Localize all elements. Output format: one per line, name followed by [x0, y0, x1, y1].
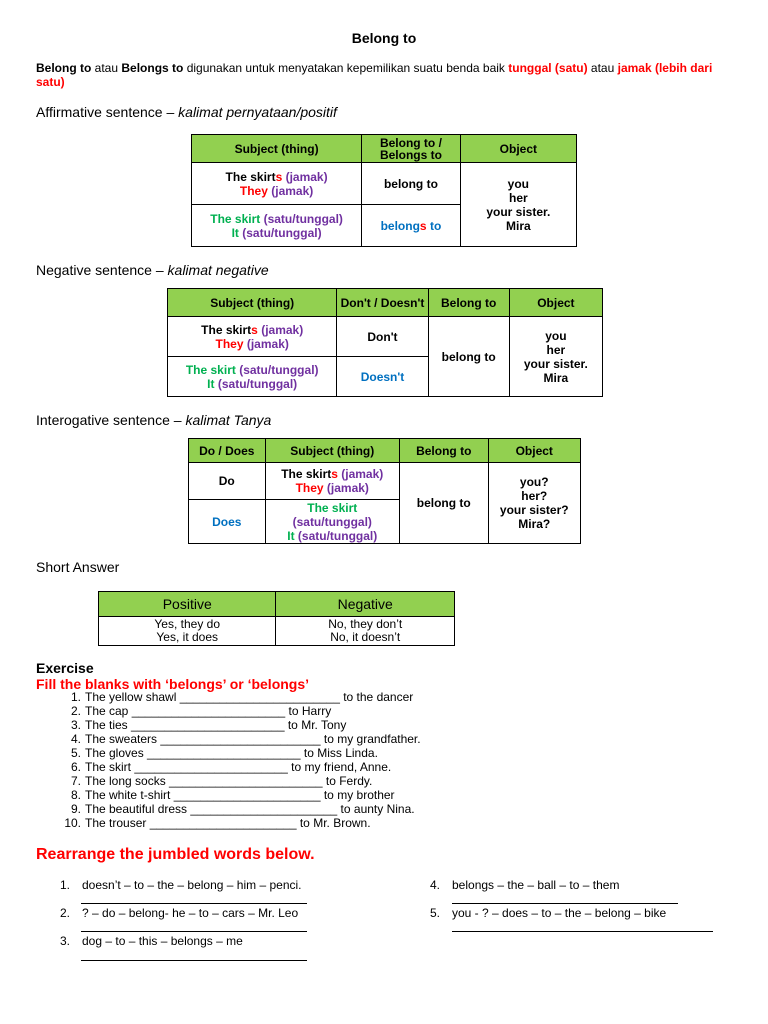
verb-suffix: s — [419, 218, 427, 233]
exercise-text: The sweaters ________________________ to my grandfather. — [85, 732, 421, 746]
aux-cell: Does — [189, 500, 266, 544]
subject-plural-cell — [168, 317, 337, 357]
list-item: 10. The trouser ______________________ to Mr. Brown. — [64, 816, 371, 830]
table-header: Belong to — [399, 439, 488, 463]
subject-singular-cell — [265, 500, 399, 544]
jumble-item-3 — [56, 934, 243, 948]
table-header: Object — [460, 135, 576, 163]
negative-heading-italic: kalimat negative — [167, 262, 269, 278]
aux-cell: Doesn't — [337, 357, 428, 397]
list-item: 2. The cap _______________________ to Harry — [70, 704, 332, 718]
object-text: your sister? — [499, 503, 569, 517]
interrogative-heading-italic: kalimat Tanya — [185, 412, 272, 428]
list-item: 5. The gloves _______________________ to Miss Linda. — [70, 746, 378, 760]
jumble-text: ? – do – belong- he – to – cars – Mr. Leo — [82, 906, 299, 920]
exercise-text: The trouser ______________________ to Mr. Brown. — [85, 816, 371, 830]
table-header: Belong to / Belongs to — [362, 135, 461, 163]
table-header: Belong to — [428, 289, 509, 317]
jumble-text: belongs – the – ball – to – them — [452, 878, 620, 892]
answer-text: No, they don’t — [328, 617, 403, 631]
negative-table — [167, 288, 603, 397]
exercise-heading: Exercise — [36, 660, 94, 676]
pronoun-it: It — [207, 376, 215, 391]
subject-text: The skirt — [185, 362, 236, 377]
subject-text: The skirt — [210, 211, 261, 226]
page-title: Belong to — [351, 30, 417, 46]
plural-label: (jamak) — [323, 481, 369, 495]
verb-cell: belong to — [428, 317, 509, 397]
table-header: Object — [488, 439, 581, 463]
subject-singular-cell — [192, 205, 362, 247]
subject-singular-cell — [168, 357, 337, 397]
exercise-list — [56, 690, 421, 830]
singular-label: (satu/tunggal) — [294, 528, 378, 543]
plural-label: (jamak) — [243, 336, 289, 351]
table-header: Subject (thing) — [265, 439, 399, 463]
exercise-text: The beautiful dress ______________________ to aunty Nina. — [85, 802, 415, 816]
intro-paragraph — [36, 61, 766, 89]
table-header: Subject (thing) — [192, 135, 362, 163]
answer-line — [452, 903, 678, 904]
negative-heading — [36, 262, 269, 278]
exercise-text: The cap _______________________ to Harry — [85, 704, 332, 718]
interrogative-table — [188, 438, 581, 544]
intro-plural: jamak (lebih dari — [617, 61, 713, 75]
plural-suffix: s — [251, 322, 258, 337]
intro-belong-to: Belong to — [36, 61, 92, 75]
subject-text: The skirt — [307, 500, 358, 515]
rearrange-heading: Rearrange the jumbled words below. — [36, 846, 315, 863]
jumble-item-2 — [56, 906, 298, 920]
plural-suffix: s — [331, 467, 338, 481]
plural-label: (jamak) — [282, 169, 328, 184]
answer-line — [81, 931, 307, 932]
plural-label: (jamak) — [267, 183, 314, 198]
verb-text: to — [426, 218, 442, 233]
answer-text: Yes, it does — [156, 630, 219, 644]
answer-text: Yes, they do — [154, 617, 221, 631]
object-text: you — [545, 328, 567, 343]
object-text: Mira? — [518, 517, 551, 531]
object-text: your sister. — [523, 356, 588, 371]
table-header: Negative — [276, 592, 455, 617]
answer-line — [452, 931, 713, 932]
list-item: 1. The yellow shawl ________________________ to the dancer — [70, 690, 414, 704]
positive-answers-cell — [99, 617, 276, 646]
negative-answers-cell — [276, 617, 455, 646]
subject-text: The skirt — [225, 169, 276, 184]
list-item: 6. The skirt _______________________ to my friend, Anne. — [70, 760, 392, 774]
item-number: 5. — [429, 906, 440, 920]
item-number: 3. — [59, 934, 70, 948]
plural-label: (jamak) — [257, 322, 304, 337]
jumble-text: doesn’t – to – the – belong – him – penci. — [82, 878, 302, 892]
intro-text: atau — [91, 61, 122, 75]
object-text: your sister. — [486, 204, 551, 219]
table-header: Subject (thing) — [168, 289, 337, 317]
intro-belongs-to: Belongs to — [121, 61, 184, 75]
table-header: Positive — [99, 592, 276, 617]
object-text: her? — [521, 489, 548, 503]
item-number: 4. — [429, 878, 440, 892]
singular-label: (satu/tunggal) — [260, 211, 343, 226]
pronoun-they: They — [239, 183, 268, 198]
object-text: Mira — [543, 370, 569, 385]
subject-text: The skirt — [201, 322, 252, 337]
table-header: Do / Does — [189, 439, 266, 463]
verb-cell: belong to — [399, 463, 488, 544]
pronoun-it: It — [287, 528, 295, 543]
item-number: 2. — [59, 906, 70, 920]
exercise-text: The white t-shirt ______________________ to my brother — [85, 788, 395, 802]
affirmative-table — [191, 134, 577, 247]
object-cell — [488, 463, 581, 544]
table-header: Object — [509, 289, 602, 317]
item-number: 1. — [59, 878, 70, 892]
object-text: you — [507, 176, 530, 191]
interrogative-heading — [36, 412, 271, 428]
jumble-text: you - ? – does – to – the – belong – bike — [452, 906, 667, 920]
plural-suffix: s — [275, 169, 283, 184]
aux-cell: Don't — [337, 317, 428, 357]
answer-line — [81, 960, 307, 961]
jumble-item-4 — [426, 878, 619, 892]
intro-text: atau — [587, 61, 618, 75]
affirmative-heading — [36, 104, 337, 120]
subject-text: The skirt — [281, 467, 332, 481]
answer-line — [81, 903, 307, 904]
exercise-text: The gloves _______________________ to Miss Linda. — [85, 746, 378, 760]
short-answer-table — [98, 591, 455, 646]
subject-plural-cell — [192, 163, 362, 205]
jumble-item-1 — [56, 878, 302, 892]
object-cell — [509, 317, 602, 397]
interrogative-heading-text: Interogative sentence – — [36, 412, 186, 428]
intro-text: digunakan untuk menyatakan kepemilikan suatu benda baik — [183, 61, 509, 75]
list-item: 9. The beautiful dress ______________________ to aunty Nina. — [70, 802, 415, 816]
jumble-text: dog – to – this – belongs – me — [82, 934, 243, 948]
pronoun-it: It — [231, 225, 239, 240]
verb-text: belong — [380, 218, 420, 233]
aux-cell: Do — [189, 463, 266, 500]
singular-label: (satu/tunggal) — [292, 514, 372, 529]
exercise-instruction: Fill the blanks with ‘belongs’ or ‘belongs’ — [36, 676, 310, 692]
object-text: her — [509, 190, 528, 205]
object-text: you? — [519, 475, 549, 489]
exercise-text: The yellow shawl ________________________ to the dancer — [85, 690, 414, 704]
exercise-text: The ties _______________________ to Mr. Tony — [85, 718, 347, 732]
affirmative-heading-italic: kalimat pernyataan/positif — [178, 104, 337, 120]
answer-text: No, it doesn’t — [330, 630, 401, 644]
exercise-text: The long socks _______________________ to Ferdy. — [85, 774, 373, 788]
jumble-item-5 — [426, 906, 666, 920]
list-item: 8. The white t-shirt ______________________ to my brother — [70, 788, 395, 802]
singular-label: (satu/tunggal) — [238, 225, 322, 240]
list-item: 3. The ties _______________________ to Mr. Tony — [70, 718, 347, 732]
verb-cell — [362, 205, 461, 247]
negative-heading-text: Negative sentence – — [36, 262, 168, 278]
table-header: Don't / Doesn't — [337, 289, 428, 317]
intro-plural-end: satu) — [36, 75, 65, 89]
subject-plural-cell — [265, 463, 399, 500]
verb-cell: belong to — [362, 163, 461, 205]
affirmative-heading-text: Affirmative sentence – — [36, 104, 179, 120]
object-cell — [460, 163, 576, 247]
exercise-text: The skirt _______________________ to my friend, Anne. — [85, 760, 392, 774]
singular-label: (satu/tunggal) — [235, 362, 319, 377]
object-text: her — [546, 342, 566, 357]
intro-singular: tunggal (satu) — [508, 61, 588, 75]
pronoun-they: They — [295, 481, 324, 495]
list-item: 7. The long socks _______________________ to Ferdy. — [70, 774, 373, 788]
short-answer-heading: Short Answer — [36, 559, 120, 575]
plural-label: (jamak) — [337, 467, 384, 481]
singular-label: (satu/tunggal) — [214, 376, 298, 391]
list-item: 4. The sweaters ________________________ to my grandfather. — [70, 732, 421, 746]
object-text: Mira — [506, 218, 531, 233]
pronoun-they: They — [215, 336, 244, 351]
